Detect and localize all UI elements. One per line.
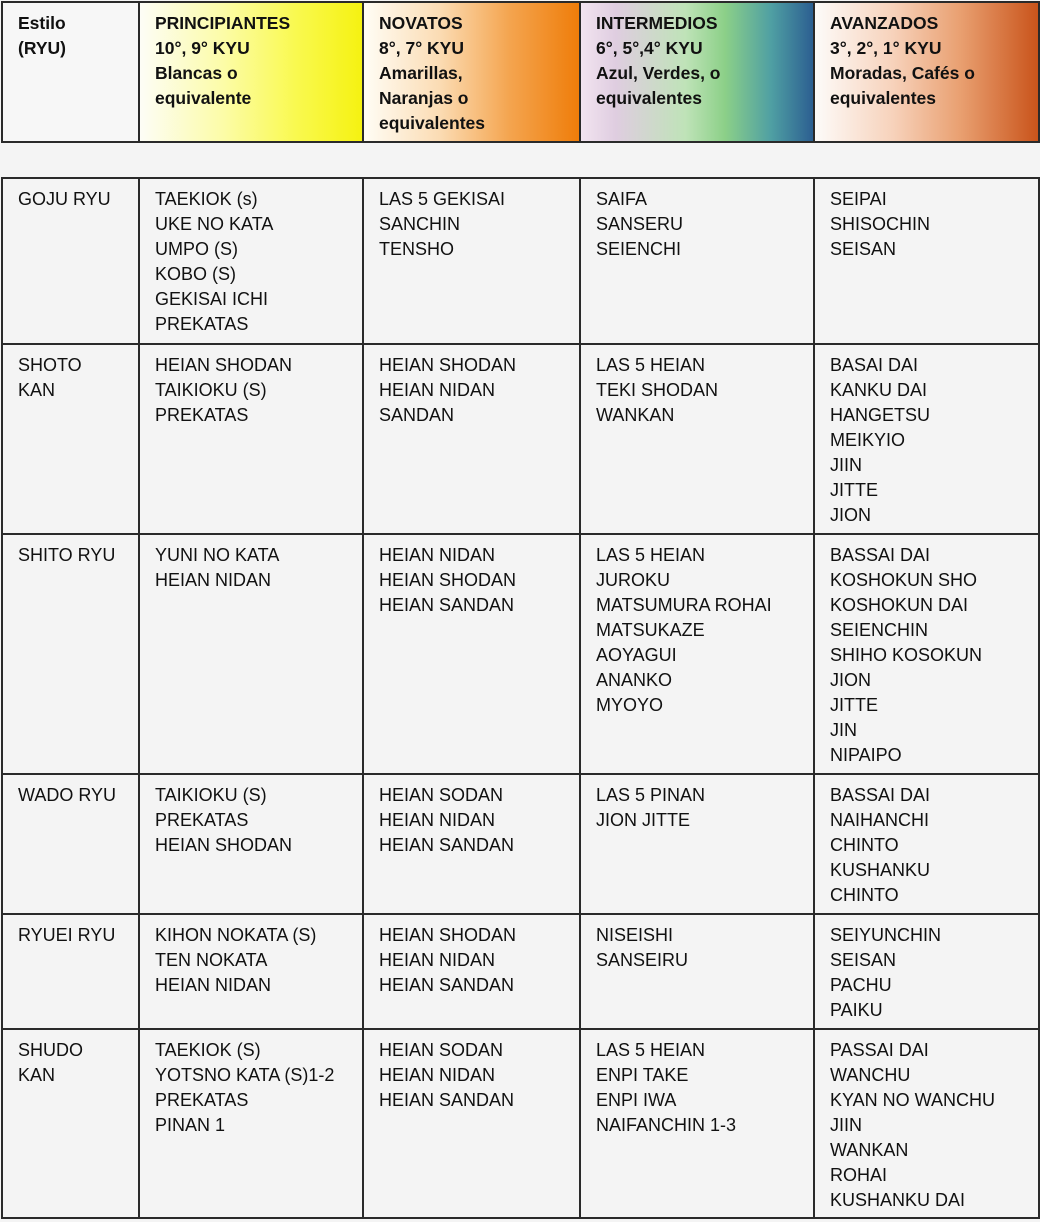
cell-line: MEIKYIO [830, 430, 906, 450]
cell-line: SEIENCHIN [830, 620, 929, 640]
cell-line: UMPO (S) [155, 239, 238, 259]
style-cell [2, 774, 139, 914]
cell-line: SANCHIN [379, 214, 461, 234]
cell-line: ANANKO [596, 670, 673, 690]
cell-line: HEIAN SANDAN [379, 1090, 515, 1110]
kata-cell-intermedios [580, 914, 814, 1029]
cell-line: PREKATAS [155, 810, 249, 830]
cell-line: SANDAN [379, 405, 455, 425]
level-header-table [1, 1, 1040, 143]
kata-cell-avanzados [814, 178, 1039, 344]
cell-line: HEIAN NIDAN [155, 975, 272, 995]
cell-line: NAIHANCHI [830, 810, 930, 830]
cell-line: PRINCIPIANTES [155, 13, 291, 33]
kata-cell-novatos [363, 344, 580, 534]
cell-line: CHINTO [830, 835, 899, 855]
cell-line: SANSEIRU [596, 950, 689, 970]
cell-line: WANKAN [830, 1140, 909, 1160]
cell-line: LAS 5 GEKISAI [379, 189, 506, 209]
cell-line: 8°, 7° KYU [379, 38, 464, 58]
style-cell [2, 344, 139, 534]
cell-line: equivalentes [379, 113, 486, 133]
table-row [2, 1029, 1039, 1218]
cell-line: LAS 5 PINAN [596, 785, 706, 805]
kata-cell-novatos [363, 774, 580, 914]
cell-line: AOYAGUI [596, 645, 677, 665]
kata-cell-principiantes [139, 774, 363, 914]
kata-cell-principiantes [139, 1029, 363, 1218]
cell-line: LAS 5 HEIAN [596, 1040, 706, 1060]
kata-cell-principiantes [139, 178, 363, 344]
cell-line: HEIAN NIDAN [379, 545, 496, 565]
table-row [2, 344, 1039, 534]
kata-cell-avanzados [814, 774, 1039, 914]
header-cell-novatos [363, 2, 580, 142]
table-row [2, 774, 1039, 914]
cell-line: ENPI TAKE [596, 1065, 689, 1085]
cell-line: WADO RYU [18, 785, 117, 805]
cell-line: HEIAN SANDAN [379, 595, 515, 615]
cell-line: SEISAN [830, 239, 897, 259]
cell-line: SEIPAI [830, 189, 887, 209]
kata-cell-avanzados [814, 1029, 1039, 1218]
cell-line: TAEKIOK (s) [155, 189, 258, 209]
cell-line: JIIN [830, 455, 863, 475]
cell-line: KAN [18, 380, 56, 400]
kata-cell-intermedios [580, 178, 814, 344]
cell-line: NOVATOS [379, 13, 463, 33]
cell-line: TAIKIOKU (S) [155, 380, 267, 400]
cell-line: SHITO RYU [18, 545, 116, 565]
cell-line: JUROKU [596, 570, 671, 590]
cell-line: PAIKU [830, 1000, 883, 1020]
cell-line: MYOYO [596, 695, 664, 715]
cell-line: HEIAN SHODAN [379, 570, 517, 590]
kata-cell-novatos [363, 914, 580, 1029]
cell-line: SHOTO [18, 355, 82, 375]
cell-line: HEIAN SHODAN [379, 925, 517, 945]
kata-cell-novatos [363, 534, 580, 774]
cell-line: KAN [18, 1065, 56, 1085]
cell-line: equivalente [155, 88, 252, 108]
cell-line: KIHON NOKATA (S) [155, 925, 317, 945]
cell-line: SEIYUNCHIN [830, 925, 942, 945]
cell-line: KANKU DAI [830, 380, 928, 400]
kata-cell-intermedios [580, 534, 814, 774]
cell-line: 6°, 5°,4° KYU [596, 38, 703, 58]
cell-line: HEIAN NIDAN [379, 950, 496, 970]
cell-line: 10°, 9° KYU [155, 38, 250, 58]
cell-line: KOSHOKUN DAI [830, 595, 969, 615]
table-row [2, 534, 1039, 774]
kata-cell-avanzados [814, 534, 1039, 774]
cell-line: HEIAN SODAN [379, 1040, 504, 1060]
cell-line: MATSUKAZE [596, 620, 705, 640]
cell-line: SAIFA [596, 189, 648, 209]
cell-line: JITTE [830, 480, 878, 500]
header-cell-intermedios [580, 2, 814, 142]
kata-cell-avanzados [814, 344, 1039, 534]
cell-line: TEN NOKATA [155, 950, 268, 970]
cell-line: GOJU RYU [18, 189, 111, 209]
cell-line: JION [830, 505, 872, 525]
cell-line: Amarillas, [379, 63, 463, 83]
cell-line: WANKAN [596, 405, 675, 425]
cell-line: KOSHOKUN SHO [830, 570, 978, 590]
cell-line: PASSAI DAI [830, 1040, 929, 1060]
cell-line: AVANZADOS [830, 13, 939, 33]
cell-line: Blancas o [155, 63, 238, 83]
cell-line: HEIAN SHODAN [379, 355, 517, 375]
table-row [2, 178, 1039, 344]
style-cell [2, 1029, 139, 1218]
cell-line: equivalentes [830, 88, 937, 108]
kata-cell-principiantes [139, 534, 363, 774]
cell-line: HEIAN NIDAN [379, 810, 496, 830]
header-cell-principiantes [139, 2, 363, 142]
cell-line: BASAI DAI [830, 355, 919, 375]
header-cell-avanzados [814, 2, 1039, 142]
header-row [2, 2, 1039, 142]
cell-line: NISEISHI [596, 925, 674, 945]
kata-cell-principiantes [139, 344, 363, 534]
cell-line: PINAN 1 [155, 1115, 226, 1135]
table-row [2, 914, 1039, 1029]
cell-line: LAS 5 HEIAN [596, 545, 706, 565]
cell-line: PREKATAS [155, 1090, 249, 1110]
cell-line: PREKATAS [155, 314, 249, 334]
kata-cell-novatos [363, 1029, 580, 1218]
cell-line: equivalentes [596, 88, 703, 108]
cell-line: JIIN [830, 1115, 863, 1135]
cell-line: SEISAN [830, 950, 897, 970]
cell-line: KOBO (S) [155, 264, 237, 284]
cell-line: GEKISAI ICHI [155, 289, 269, 309]
cell-line: TEKI SHODAN [596, 380, 719, 400]
kata-cell-principiantes [139, 914, 363, 1029]
kata-cell-intermedios [580, 774, 814, 914]
cell-line: JION JITTE [596, 810, 690, 830]
style-cell [2, 178, 139, 344]
cell-line: SEIENCHI [596, 239, 682, 259]
cell-line: HEIAN NIDAN [379, 380, 496, 400]
cell-line: PACHU [830, 975, 892, 995]
cell-line: BASSAI DAI [830, 545, 931, 565]
cell-line: SANSERU [596, 214, 684, 234]
cell-line: PREKATAS [155, 405, 249, 425]
cell-line: KYAN NO WANCHU [830, 1090, 996, 1110]
cell-line: CHINTO [830, 885, 899, 905]
header-cell-estilo [2, 2, 139, 142]
cell-line: NIPAIPO [830, 745, 902, 765]
cell-line: JIN [830, 720, 857, 740]
cell-line: JION [830, 670, 872, 690]
cell-line: WANCHU [830, 1065, 911, 1085]
cell-line: MATSUMURA ROHAI [596, 595, 772, 615]
kata-cell-avanzados [814, 914, 1039, 1029]
cell-line: INTERMEDIOS [596, 13, 718, 33]
cell-line: KUSHANKU DAI [830, 1190, 966, 1210]
cell-line: Moradas, Cafés o [830, 63, 975, 83]
cell-line: HEIAN SHODAN [155, 835, 293, 855]
cell-line: SHIHO KOSOKUN [830, 645, 983, 665]
kata-cell-intermedios [580, 1029, 814, 1218]
cell-line: (RYU) [18, 38, 66, 58]
cell-line: JITTE [830, 695, 878, 715]
cell-line: HEIAN SODAN [379, 785, 504, 805]
cell-line: Naranjas o [379, 88, 469, 108]
kata-table [1, 177, 1040, 1219]
cell-line: ENPI IWA [596, 1090, 677, 1110]
cell-line: 3°, 2°, 1° KYU [830, 38, 942, 58]
cell-line: NAIFANCHIN 1-3 [596, 1115, 737, 1135]
cell-line: HEIAN SANDAN [379, 975, 515, 995]
cell-line: UKE NO KATA [155, 214, 274, 234]
kata-cell-intermedios [580, 344, 814, 534]
cell-line: LAS 5 HEIAN [596, 355, 706, 375]
cell-line: YOTSNO KATA (S)1-2 [155, 1065, 335, 1085]
kata-cell-novatos [363, 178, 580, 344]
style-cell [2, 534, 139, 774]
cell-line: TENSHO [379, 239, 455, 259]
cell-line: HEIAN NIDAN [155, 570, 272, 590]
style-cell [2, 914, 139, 1029]
cell-line: KUSHANKU [830, 860, 931, 880]
cell-line: HEIAN NIDAN [379, 1065, 496, 1085]
cell-line: SHISOCHIN [830, 214, 931, 234]
cell-line: Azul, Verdes, o [596, 63, 721, 83]
cell-line: HANGETSU [830, 405, 931, 425]
cell-line: ROHAI [830, 1165, 888, 1185]
cell-line: TAEKIOK (S) [155, 1040, 261, 1060]
cell-line: YUNI NO KATA [155, 545, 280, 565]
cell-line: Estilo [18, 13, 66, 33]
cell-line: TAIKIOKU (S) [155, 785, 267, 805]
cell-line: SHUDO [18, 1040, 84, 1060]
cell-line: BASSAI DAI [830, 785, 931, 805]
cell-line: RYUEI RYU [18, 925, 116, 945]
cell-line: HEIAN SHODAN [155, 355, 293, 375]
cell-line: HEIAN SANDAN [379, 835, 515, 855]
